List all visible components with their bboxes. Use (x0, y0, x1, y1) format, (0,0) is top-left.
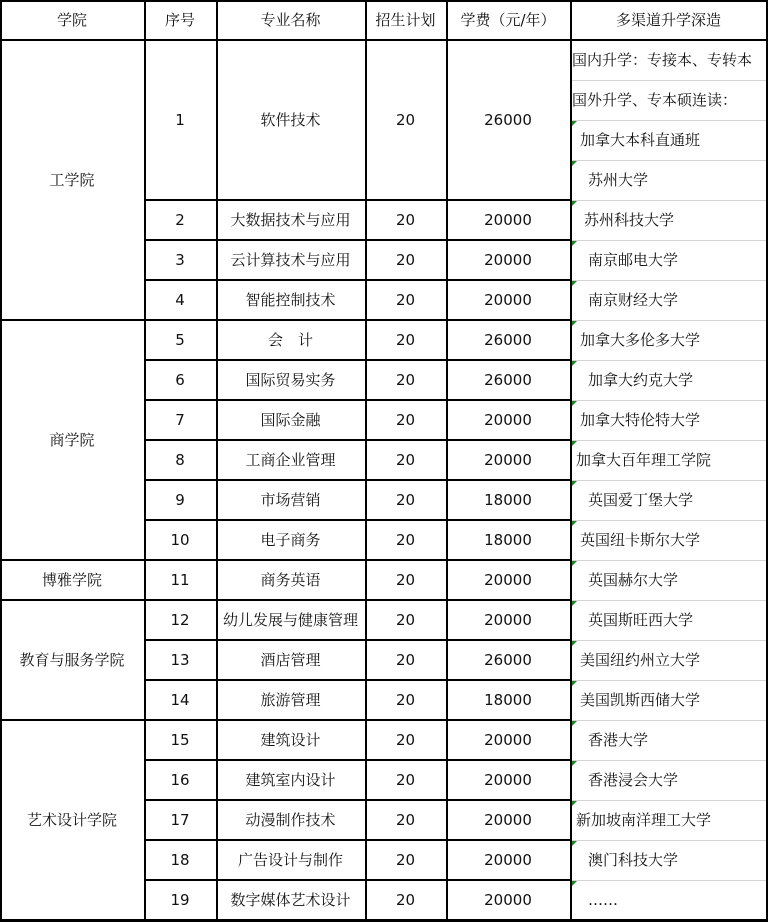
row-border (144, 639, 570, 641)
row-divider (572, 760, 767, 761)
row-divider (572, 840, 767, 841)
enrollment-plan: 20 (395, 610, 416, 629)
column-border (0, 0, 2, 922)
pathway-item: 美国纽约州立大学 (580, 650, 701, 669)
column-border (144, 0, 146, 922)
pathway-item: 新加坡南洋理工大学 (576, 810, 712, 829)
program-number: 5 (175, 330, 185, 349)
program-name: 建筑设计 (260, 730, 321, 749)
tuition-fee: 18000 (484, 530, 532, 549)
enrollment-plan: 20 (395, 370, 416, 389)
row-border (144, 599, 570, 601)
cell-comment-marker-icon (572, 881, 577, 886)
program-name: 建筑室内设计 (245, 770, 336, 789)
enrollment-plan: 20 (395, 210, 416, 229)
enrollment-plan: 20 (395, 290, 416, 309)
row-divider (572, 320, 767, 321)
tuition-fee: 20000 (484, 250, 532, 269)
cell-comment-marker-icon (572, 721, 577, 726)
row-divider (572, 160, 767, 161)
program-number: 2 (175, 210, 185, 229)
program-number: 14 (170, 690, 190, 709)
row-border (144, 519, 570, 521)
row-divider (572, 440, 767, 441)
cell-comment-marker-icon (572, 201, 577, 206)
college-name-cell: 博雅学院 (41, 570, 102, 589)
row-divider (572, 120, 767, 121)
pathway-item: 加拿大约克大学 (588, 370, 694, 389)
pathway-item: 加拿大本科直通班 (580, 130, 701, 149)
college-border (0, 599, 144, 601)
pathway-item: 苏州科技大学 (584, 210, 675, 229)
program-number: 8 (175, 450, 185, 469)
program-number: 18 (170, 850, 190, 869)
program-number: 1 (175, 110, 185, 129)
college-border (0, 719, 144, 721)
enrollment-plan: 20 (395, 450, 416, 469)
program-number: 15 (170, 730, 190, 749)
program-number: 10 (170, 530, 190, 549)
column-border (365, 0, 367, 922)
enrollment-plan: 20 (395, 650, 416, 669)
program-name: 会 计 (267, 330, 313, 349)
table-border-top (0, 0, 768, 2)
tuition-fee: 20000 (484, 610, 532, 629)
row-divider (572, 640, 767, 641)
enrollment-plan: 20 (395, 110, 416, 129)
enrollment-plan: 20 (395, 690, 416, 709)
tuition-fee: 20000 (484, 890, 532, 909)
row-border (144, 319, 570, 321)
tuition-fee: 20000 (484, 810, 532, 829)
enrollment-plan: 20 (395, 810, 416, 829)
cell-comment-marker-icon (572, 401, 577, 406)
row-divider (572, 480, 767, 481)
row-divider (572, 560, 767, 561)
program-number: 3 (175, 250, 185, 269)
program-name: 大数据技术与应用 (230, 210, 351, 229)
cell-comment-marker-icon (572, 361, 577, 366)
enrollment-plan: 20 (395, 250, 416, 269)
tuition-fee: 20000 (484, 290, 532, 309)
header-border (0, 39, 768, 41)
pathway-item: 澳门科技大学 (588, 850, 679, 869)
tuition-fee: 20000 (484, 570, 532, 589)
column-header: 招生计划 (375, 10, 436, 29)
pathway-item: 英国斯旺西大学 (588, 610, 694, 629)
pathway-item: 香港浸会大学 (588, 770, 679, 789)
row-divider (572, 240, 767, 241)
college-border (0, 319, 144, 321)
row-divider (572, 880, 767, 881)
cell-comment-marker-icon (572, 841, 577, 846)
program-number: 7 (175, 410, 185, 429)
pathway-item: 苏州大学 (588, 170, 649, 189)
tuition-fee: 20000 (484, 410, 532, 429)
program-name: 广告设计与制作 (237, 850, 343, 869)
cell-comment-marker-icon (572, 681, 577, 686)
cell-comment-marker-icon (572, 521, 577, 526)
row-border (144, 679, 570, 681)
row-border (144, 799, 570, 801)
enrollment-plan: 20 (395, 330, 416, 349)
column-border (446, 0, 448, 922)
program-name: 软件技术 (260, 110, 321, 129)
enrollment-plan: 20 (395, 410, 416, 429)
row-divider (572, 720, 767, 721)
cell-comment-marker-icon (572, 241, 577, 246)
cell-comment-marker-icon (572, 321, 577, 326)
row-border (144, 279, 570, 281)
row-divider (572, 280, 767, 281)
college-name-cell: 艺术设计学院 (26, 810, 117, 829)
column-header: 学院 (56, 10, 87, 29)
cell-comment-marker-icon (572, 481, 577, 486)
tuition-fee: 26000 (484, 330, 532, 349)
row-divider (572, 400, 767, 401)
cell-comment-marker-icon (572, 281, 577, 286)
row-divider (572, 600, 767, 601)
row-border (144, 759, 570, 761)
tuition-fee: 20000 (484, 450, 532, 469)
enrollment-plan: 20 (395, 730, 416, 749)
program-number: 17 (170, 810, 190, 829)
program-name: 旅游管理 (260, 690, 321, 709)
program-name: 国际金融 (260, 410, 321, 429)
program-name: 市场营销 (260, 490, 321, 509)
enrollment-plan: 20 (395, 530, 416, 549)
tuition-fee: 26000 (484, 650, 532, 669)
row-border (144, 839, 570, 841)
row-divider (572, 360, 767, 361)
program-name: 工商企业管理 (245, 450, 336, 469)
tuition-fee: 20000 (484, 850, 532, 869)
pathway-item: 南京财经大学 (588, 290, 679, 309)
row-divider (572, 80, 767, 81)
row-border (144, 479, 570, 481)
cell-comment-marker-icon (572, 801, 577, 806)
pathway-item: 国外升学、专本硕连读： (572, 90, 738, 109)
column-border (570, 0, 572, 922)
row-border (144, 719, 570, 721)
row-divider (572, 680, 767, 681)
college-name-cell: 教育与服务学院 (19, 650, 125, 669)
program-number: 11 (170, 570, 190, 589)
pathway-item: …… (588, 890, 618, 909)
pathway-item: 加拿大百年理工学院 (576, 450, 712, 469)
tuition-fee: 26000 (484, 110, 532, 129)
row-border (144, 199, 570, 201)
column-header: 多渠道升学深造 (615, 10, 721, 29)
program-number: 19 (170, 890, 190, 909)
pathway-item: 美国凯斯西储大学 (580, 690, 701, 709)
column-header: 学费（元/年） (460, 10, 556, 29)
tuition-fee: 20000 (484, 210, 532, 229)
program-name: 酒店管理 (260, 650, 321, 669)
tuition-fee: 18000 (484, 490, 532, 509)
college-border (0, 559, 144, 561)
enrollment-plan: 20 (395, 770, 416, 789)
row-border (144, 359, 570, 361)
program-name: 动漫制作技术 (245, 810, 336, 829)
enrollment-plan: 20 (395, 850, 416, 869)
row-border (144, 559, 570, 561)
tuition-fee: 20000 (484, 730, 532, 749)
pathway-item: 英国纽卡斯尔大学 (580, 530, 701, 549)
program-name: 幼儿发展与健康管理 (222, 610, 358, 629)
pathway-item: 英国赫尔大学 (588, 570, 679, 589)
row-border (144, 239, 570, 241)
enrollment-plan: 20 (395, 570, 416, 589)
program-name: 数字媒体艺术设计 (230, 890, 351, 909)
program-number: 4 (175, 290, 185, 309)
tuition-fee: 20000 (484, 770, 532, 789)
row-border (144, 879, 570, 881)
pathway-item: 加拿大多伦多大学 (580, 330, 701, 349)
program-name: 电子商务 (260, 530, 321, 549)
cell-comment-marker-icon (572, 561, 577, 566)
program-number: 16 (170, 770, 190, 789)
college-name-cell: 工学院 (49, 170, 95, 189)
enrollment-plan: 20 (395, 890, 416, 909)
program-number: 6 (175, 370, 185, 389)
program-name: 智能控制技术 (245, 290, 336, 309)
program-number: 13 (170, 650, 190, 669)
tuition-fee: 18000 (484, 690, 532, 709)
pathway-item: 国内升学：专接本、专转本 (572, 50, 753, 69)
tuition-fee: 26000 (484, 370, 532, 389)
program-name: 商务英语 (260, 570, 321, 589)
cell-comment-marker-icon (572, 441, 577, 446)
pathway-item: 香港大学 (588, 730, 649, 749)
pathway-item: 英国爱丁堡大学 (588, 490, 694, 509)
pathway-item: 南京邮电大学 (588, 250, 679, 269)
cell-comment-marker-icon (572, 161, 577, 166)
row-divider (572, 520, 767, 521)
pathway-item: 加拿大特伦特大学 (580, 410, 701, 429)
row-border (144, 439, 570, 441)
cell-comment-marker-icon (572, 601, 577, 606)
row-divider (572, 800, 767, 801)
column-header: 序号 (164, 10, 195, 29)
row-border (144, 399, 570, 401)
enrollment-plan: 20 (395, 490, 416, 509)
row-divider (572, 200, 767, 201)
program-name: 国际贸易实务 (245, 370, 336, 389)
program-name: 云计算技术与应用 (230, 250, 351, 269)
column-border (216, 0, 218, 922)
cell-comment-marker-icon (572, 121, 577, 126)
college-name-cell: 商学院 (49, 430, 95, 449)
column-header: 专业名称 (260, 10, 321, 29)
cell-comment-marker-icon (572, 641, 577, 646)
cell-comment-marker-icon (572, 761, 577, 766)
program-number: 12 (170, 610, 190, 629)
program-number: 9 (175, 490, 185, 509)
